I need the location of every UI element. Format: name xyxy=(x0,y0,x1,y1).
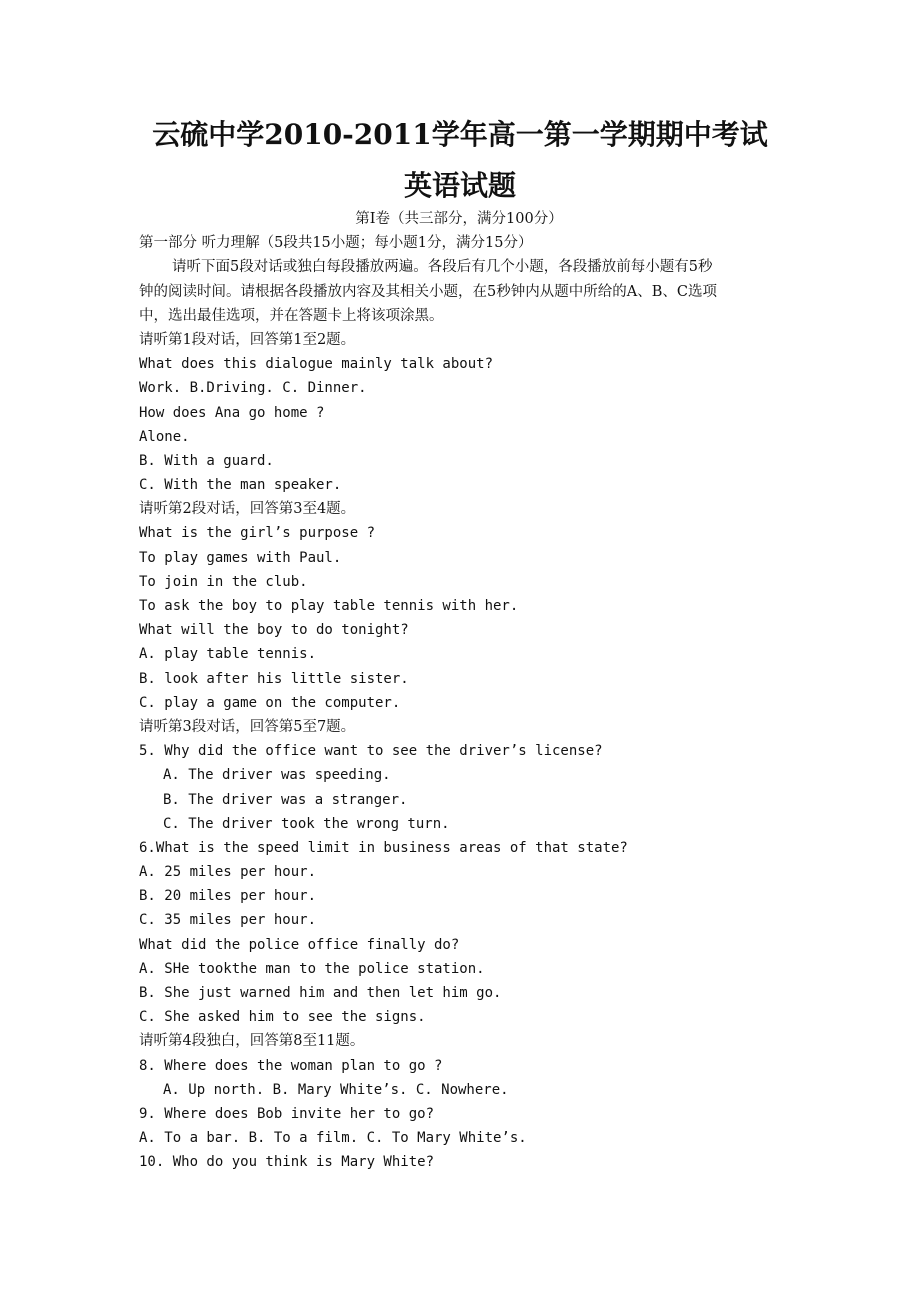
text-line: 9. Where does Bob invite her to go? xyxy=(139,1105,435,1122)
exam-subtitle: 英语试题 xyxy=(403,169,516,202)
text-line: What does this dialogue mainly talk about? xyxy=(139,356,494,373)
text-line: 请听第3段对话，回答第5至7题。 xyxy=(139,718,356,735)
text-line: 第一部分 听力理解（5段共15小题；每小题1分，满分15分） xyxy=(139,235,533,252)
text-line: Alone. xyxy=(139,428,190,445)
text-line: 5. Why did the office want to see the driver’s license? xyxy=(139,743,603,760)
text-line: A. To a bar. B. To a film. C. To Mary White’s. xyxy=(139,1130,527,1147)
text-line: B. She just warned him and then let him go. xyxy=(139,985,502,1001)
text-line: What is the girl’s purpose ? xyxy=(139,525,376,542)
text-line: B. look after his little sister. xyxy=(139,670,409,687)
text-line: B. 20 miles per hour. xyxy=(139,888,317,905)
text-line: A. 25 miles per hour. xyxy=(139,864,317,881)
text-line: B. The driver was a stranger. xyxy=(163,791,408,808)
text-line: 6.What is the speed limit in business areas of that state? xyxy=(139,839,628,856)
text-line: To join in the club. xyxy=(139,573,308,590)
text-line: 请听第1段对话，回答第1至2题。 xyxy=(139,331,356,348)
exam-content xyxy=(139,207,789,1175)
text-line: A. Up north. B. Mary White’s. C. Nowhere. xyxy=(163,1081,509,1098)
text-line: 中，选出最佳选项，并在答题卡上将该项涂黑。 xyxy=(139,307,444,324)
text-line: C. The driver took the wrong turn. xyxy=(163,815,450,832)
text-line: A. SHe tookthe man to the police station. xyxy=(139,960,485,977)
text-line: To ask the boy to play table tennis with her. xyxy=(139,598,519,614)
text-line: 钟的阅读时间。请根据各段播放内容及其相关小题，在5秒钟内从题中所给的A、B、C选项 xyxy=(139,283,717,300)
text-line: To play games with Paul. xyxy=(139,549,342,566)
text-line: 8. Where does the woman plan to go ? xyxy=(139,1057,443,1074)
text-line: Work. B.Driving. C. Dinner. xyxy=(139,380,367,397)
text-line: 10. Who do you think is Mary White? xyxy=(139,1154,435,1171)
text-line: C. play a game on the computer. xyxy=(139,694,401,711)
exam-title: 云硫中学2010-2011学年高一第一学期期中考试 xyxy=(152,118,768,151)
text-line: B. With a guard. xyxy=(139,452,274,469)
text-line: C. She asked him to see the signs. xyxy=(139,1009,426,1026)
text-line: 请听第4段独白，回答第8至11题。 xyxy=(139,1033,365,1050)
text-line: What did the police office finally do? xyxy=(139,936,460,953)
text-line: A. play table tennis. xyxy=(139,646,317,663)
text-line: How does Ana go home ? xyxy=(139,404,325,421)
text-line: 请听下面5段对话或独白每段播放两遍。各段后有几个小题，各段播放前每小题有5秒 xyxy=(172,259,713,276)
text-line: A. The driver was speeding. xyxy=(163,767,391,784)
text-line: What will the boy to do tonight? xyxy=(139,622,409,639)
text-line: 第Ⅰ卷（共三部分，满分100分） xyxy=(355,211,563,227)
text-line: 请听第2段对话，回答第3至4题。 xyxy=(139,501,356,518)
text-line: C. 35 miles per hour. xyxy=(139,912,317,929)
text-line: C. With the man speaker. xyxy=(139,477,342,494)
